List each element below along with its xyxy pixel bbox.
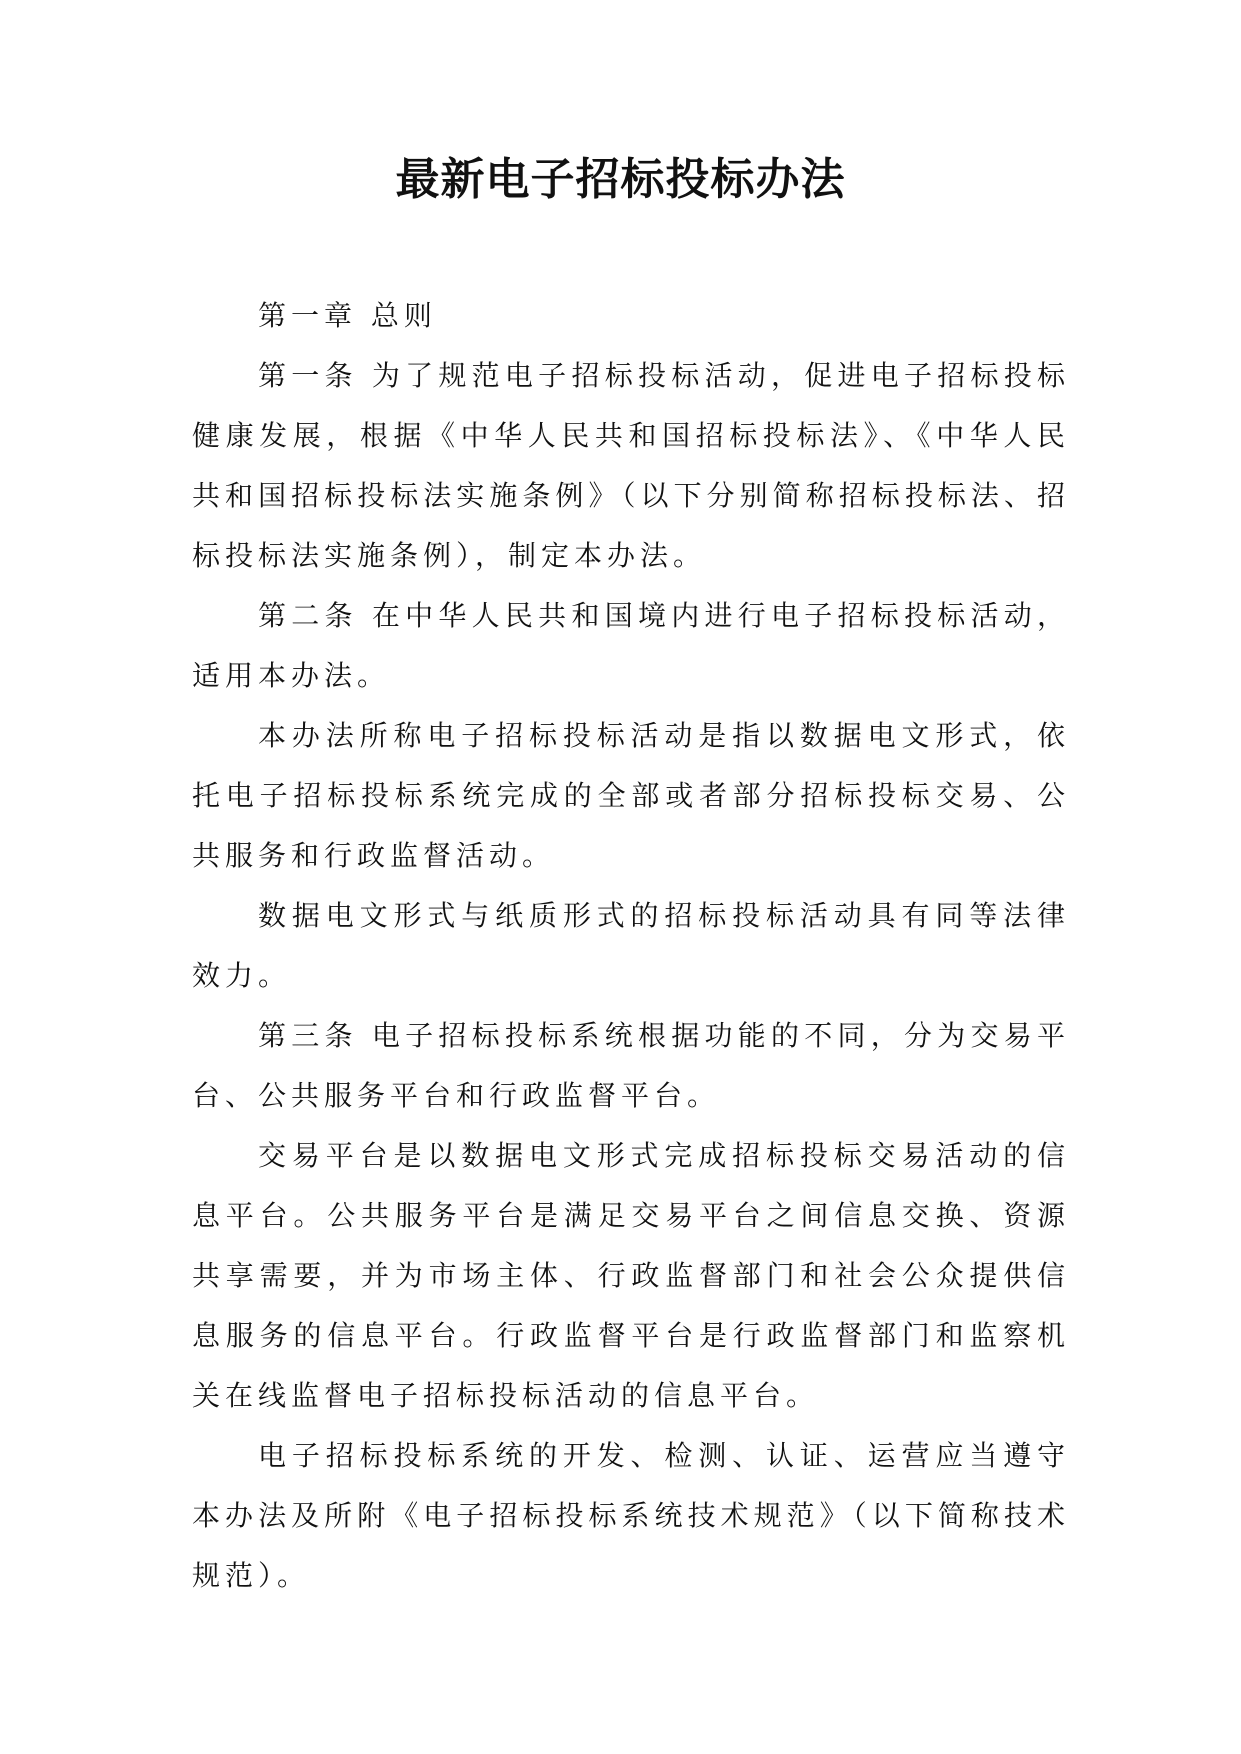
article-1-paragraph: 第一条 为了规范电子招标投标活动，促进电子招标投标健康发展，根据《中华人民共和国招标投标法》、《中华人民共和国招标投标法实施条例》（以下分别简称招标投标法、招标投标法实施条例），制定本办法。	[192, 359, 1070, 572]
article-3-standards-paragraph: 电子招标投标系统的开发、检测、认证、运营应当遵守本办法及所附《电子招标投标系统技术规范》（以下简称技术规范）。	[192, 1439, 1070, 1592]
article-2-validity-paragraph: 数据电文形式与纸质形式的招标投标活动具有同等法律效力。	[192, 899, 1070, 992]
document-body	[192, 286, 1070, 1606]
article-3-paragraph: 第三条 电子招标投标系统根据功能的不同，分为交易平台、公共服务平台和行政监督平台。	[192, 1019, 1070, 1112]
article-2-paragraph: 第二条 在中华人民共和国境内进行电子招标投标活动，适用本办法。	[192, 599, 1070, 692]
document-title: 最新电子招标投标办法	[395, 154, 846, 205]
article-2-definition-paragraph: 本办法所称电子招标投标活动是指以数据电文形式，依托电子招标投标系统完成的全部或者部分招标投标交易、公共服务和行政监督活动。	[192, 719, 1070, 872]
chapter-heading: 第一章 总则	[258, 299, 437, 332]
article-3-platforms-paragraph: 交易平台是以数据电文形式完成招标投标交易活动的信息平台。公共服务平台是满足交易平台之间信息交换、资源共享需要，并为市场主体、行政监督部门和社会公众提供信息服务的信息平台。行政监督平台是行政监督部门和监察机关在线监督电子招标投标活动的信息平台。	[192, 1139, 1070, 1412]
